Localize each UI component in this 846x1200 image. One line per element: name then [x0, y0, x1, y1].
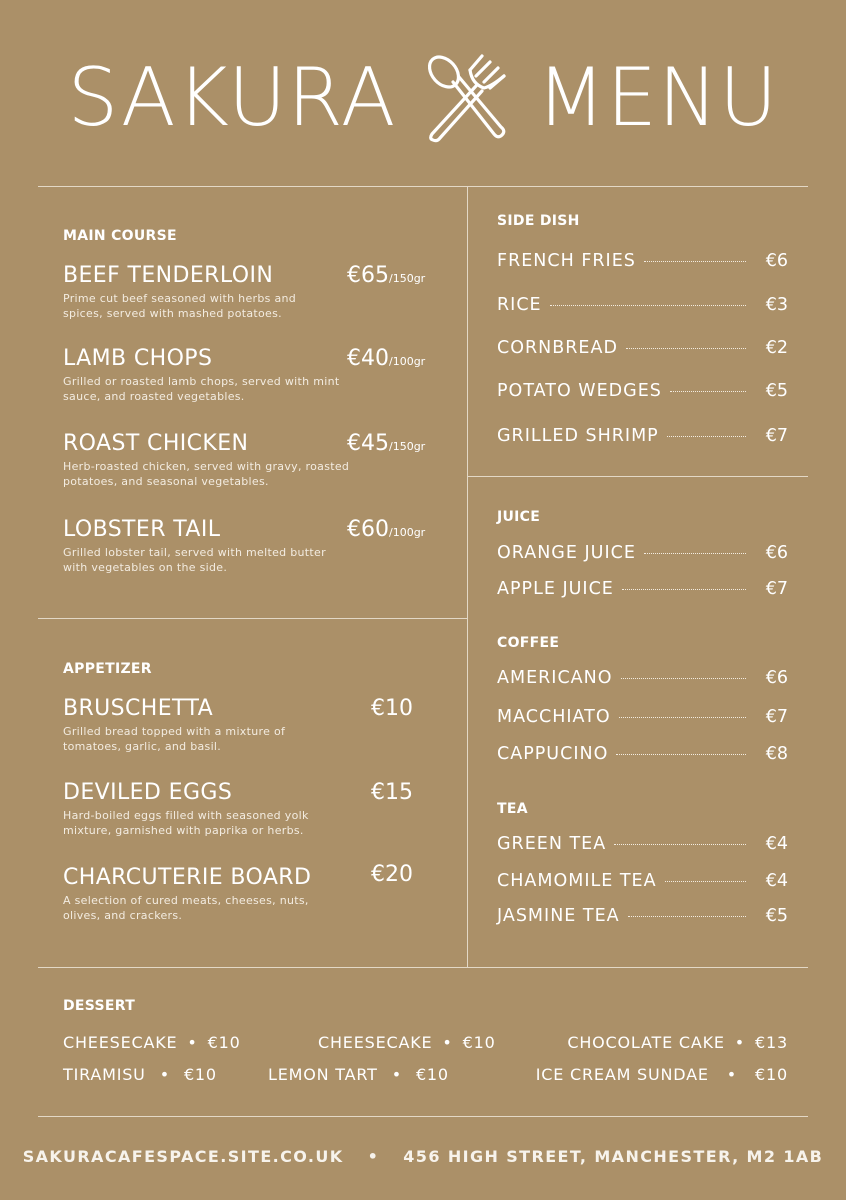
- list-item: [497, 707, 788, 727]
- bullet: •: [442, 1033, 453, 1052]
- juice-heading: JUICE: [497, 509, 541, 525]
- dot-leader: [619, 717, 746, 718]
- tea-heading: TEA: [497, 801, 528, 817]
- item-price: [347, 431, 425, 460]
- list-item: [497, 543, 788, 563]
- menu-item: [63, 517, 443, 575]
- item-price: €10: [183, 1065, 217, 1084]
- item-price: €7: [765, 707, 788, 727]
- item-name: CHOCOLATE CAKE: [567, 1033, 725, 1052]
- footer: [0, 1147, 846, 1166]
- item-price: €7: [765, 579, 788, 599]
- menu-title: [0, 52, 846, 144]
- item-price: €5: [765, 906, 788, 926]
- item-price: €15: [371, 780, 413, 805]
- side-dish-heading: SIDE DISH: [497, 213, 580, 229]
- item-price: €8: [765, 744, 788, 764]
- item-description: A selection of cured meats, cheeses, nuts, olives, and crackers.: [63, 894, 309, 922]
- item-price: €2: [765, 338, 788, 358]
- item-name: FRENCH FRIES: [497, 251, 636, 271]
- list-item: [497, 834, 788, 854]
- bullet: •: [187, 1033, 198, 1052]
- divider-right-mid: [467, 476, 808, 477]
- list-item: [497, 906, 788, 926]
- dot-leader: [644, 553, 746, 554]
- dot-leader: [644, 261, 746, 262]
- item-price: €20: [371, 862, 413, 887]
- item-name: CAPPUCINO: [497, 744, 609, 764]
- divider-left-mid: [38, 618, 467, 619]
- item-name: TIRAMISU: [63, 1065, 146, 1084]
- appetizer-heading: APPETIZER: [63, 661, 152, 677]
- dot-leader: [550, 305, 746, 306]
- item-description: Grilled bread topped with a mixture of tomatoes, garlic, and basil.: [63, 725, 286, 753]
- list-item: [497, 251, 788, 271]
- dessert-item: [63, 1065, 217, 1084]
- item-name: POTATO WEDGES: [497, 381, 662, 401]
- dessert-heading: DESSERT: [63, 998, 136, 1014]
- item-name: LOBSTER TAIL: [63, 517, 221, 542]
- dot-leader: [614, 844, 746, 845]
- item-price: €6: [765, 543, 788, 563]
- dot-leader: [616, 754, 746, 755]
- item-price: €3: [765, 295, 788, 315]
- item-name: RICE: [497, 295, 542, 315]
- item-price: [347, 263, 425, 292]
- list-item: [497, 744, 788, 764]
- menu-item: [63, 431, 443, 489]
- item-name: APPLE JUICE: [497, 579, 614, 599]
- item-price: €5: [765, 381, 788, 401]
- item-name: MACCHIATO: [497, 707, 611, 727]
- item-name: LEMON TART: [268, 1065, 378, 1084]
- address: 456 HIGH STREET, MANCHESTER, M2 1AB: [403, 1147, 824, 1166]
- item-price: €10: [462, 1033, 496, 1052]
- dot-leader: [665, 881, 746, 882]
- item-name: DEVILED EGGS: [63, 780, 233, 805]
- dessert-item: [63, 1033, 241, 1052]
- list-item: [497, 295, 788, 315]
- bullet: •: [159, 1065, 170, 1084]
- item-name: ORANGE JUICE: [497, 543, 636, 563]
- item-price: €6: [765, 251, 788, 271]
- item-price: [347, 346, 425, 375]
- footer-separator: •: [367, 1147, 380, 1166]
- item-name: LAMB CHOPS: [63, 346, 213, 371]
- price-unit: /150gr: [389, 440, 426, 453]
- item-name: CHAMOMILE TEA: [497, 871, 657, 891]
- dot-leader: [667, 436, 746, 437]
- dot-leader: [628, 916, 746, 917]
- menu-item: [63, 780, 443, 838]
- item-name: ICE CREAM SUNDAE: [535, 1065, 709, 1084]
- price-unit: /150gr: [389, 272, 426, 285]
- divider-footer: [38, 1116, 808, 1117]
- divider-center: [467, 186, 468, 967]
- dessert-item: [318, 1033, 496, 1052]
- list-item: [497, 579, 788, 599]
- item-description: Prime cut beef seasoned with herbs and spices, served with mashed potatoes.: [63, 292, 297, 320]
- dessert-item: [268, 1065, 449, 1084]
- price-unit: /100gr: [389, 355, 426, 368]
- list-item: [497, 668, 788, 688]
- dot-leader: [621, 678, 746, 679]
- menu-item: [63, 696, 443, 754]
- bullet: •: [391, 1065, 402, 1084]
- item-name: CORNBREAD: [497, 338, 618, 358]
- divider-top: [38, 186, 808, 187]
- item-name: CHEESECAKE: [318, 1033, 433, 1052]
- item-price: €4: [765, 871, 788, 891]
- dot-leader: [626, 348, 746, 349]
- item-name: BRUSCHETTA: [63, 696, 214, 721]
- list-item: [497, 338, 788, 358]
- title-menu: MENU: [536, 51, 779, 144]
- item-name: ROAST CHICKEN: [63, 431, 249, 456]
- item-price: €10: [207, 1033, 241, 1052]
- item-description: Grilled lobster tail, served with melted butter with vegetables on the side.: [63, 546, 326, 574]
- bullet: •: [726, 1065, 738, 1084]
- item-price: €10: [371, 696, 413, 721]
- item-price: €6: [765, 668, 788, 688]
- item-price: €10: [415, 1065, 449, 1084]
- divider-dessert: [38, 967, 808, 968]
- bullet: •: [734, 1033, 746, 1052]
- item-description: Grilled or roasted lamb chops, served with mint sauce, and roasted vegetables.: [63, 375, 340, 403]
- item-price: €7: [765, 426, 788, 446]
- menu-item: [63, 346, 443, 404]
- item-price: €4: [765, 834, 788, 854]
- item-price: €13: [755, 1033, 788, 1052]
- spoon-fork-icon: [422, 52, 510, 144]
- price-value: €45: [347, 431, 389, 456]
- title-sakura: SAKURA: [67, 51, 397, 144]
- list-item: [497, 381, 788, 401]
- dot-leader: [670, 391, 746, 392]
- item-name: GRILLED SHRIMP: [497, 426, 659, 446]
- list-item: [497, 426, 788, 446]
- price-value: €65: [347, 263, 389, 288]
- item-price: [347, 517, 425, 546]
- list-item: [497, 871, 788, 891]
- website-link[interactable]: SAKURACAFESPACE.SITE.CO.UK: [22, 1147, 344, 1166]
- price-unit: /100gr: [389, 526, 426, 539]
- dot-leader: [622, 589, 746, 590]
- price-value: €60: [347, 517, 389, 542]
- menu-item: [63, 263, 443, 321]
- item-name: CHARCUTERIE BOARD: [63, 865, 312, 890]
- dessert-item: [536, 1065, 788, 1084]
- item-name: AMERICANO: [497, 668, 613, 688]
- item-name: CHEESECAKE: [63, 1033, 178, 1052]
- item-name: BEEF TENDERLOIN: [63, 263, 274, 288]
- item-price: €10: [755, 1065, 788, 1084]
- item-description: Hard-boiled eggs filled with seasoned yolk mixture, garnished with paprika or herbs.: [63, 809, 309, 837]
- menu-item: [63, 862, 443, 923]
- item-name: JASMINE TEA: [497, 906, 620, 926]
- dessert-item: [567, 1033, 788, 1052]
- item-name: GREEN TEA: [497, 834, 607, 854]
- main-course-heading: MAIN COURSE: [63, 228, 177, 244]
- coffee-heading: COFFEE: [497, 635, 560, 651]
- item-description: Herb-roasted chicken, served with gravy, roasted potatoes, and seasonal vegetables.: [63, 460, 350, 488]
- price-value: €40: [347, 346, 389, 371]
